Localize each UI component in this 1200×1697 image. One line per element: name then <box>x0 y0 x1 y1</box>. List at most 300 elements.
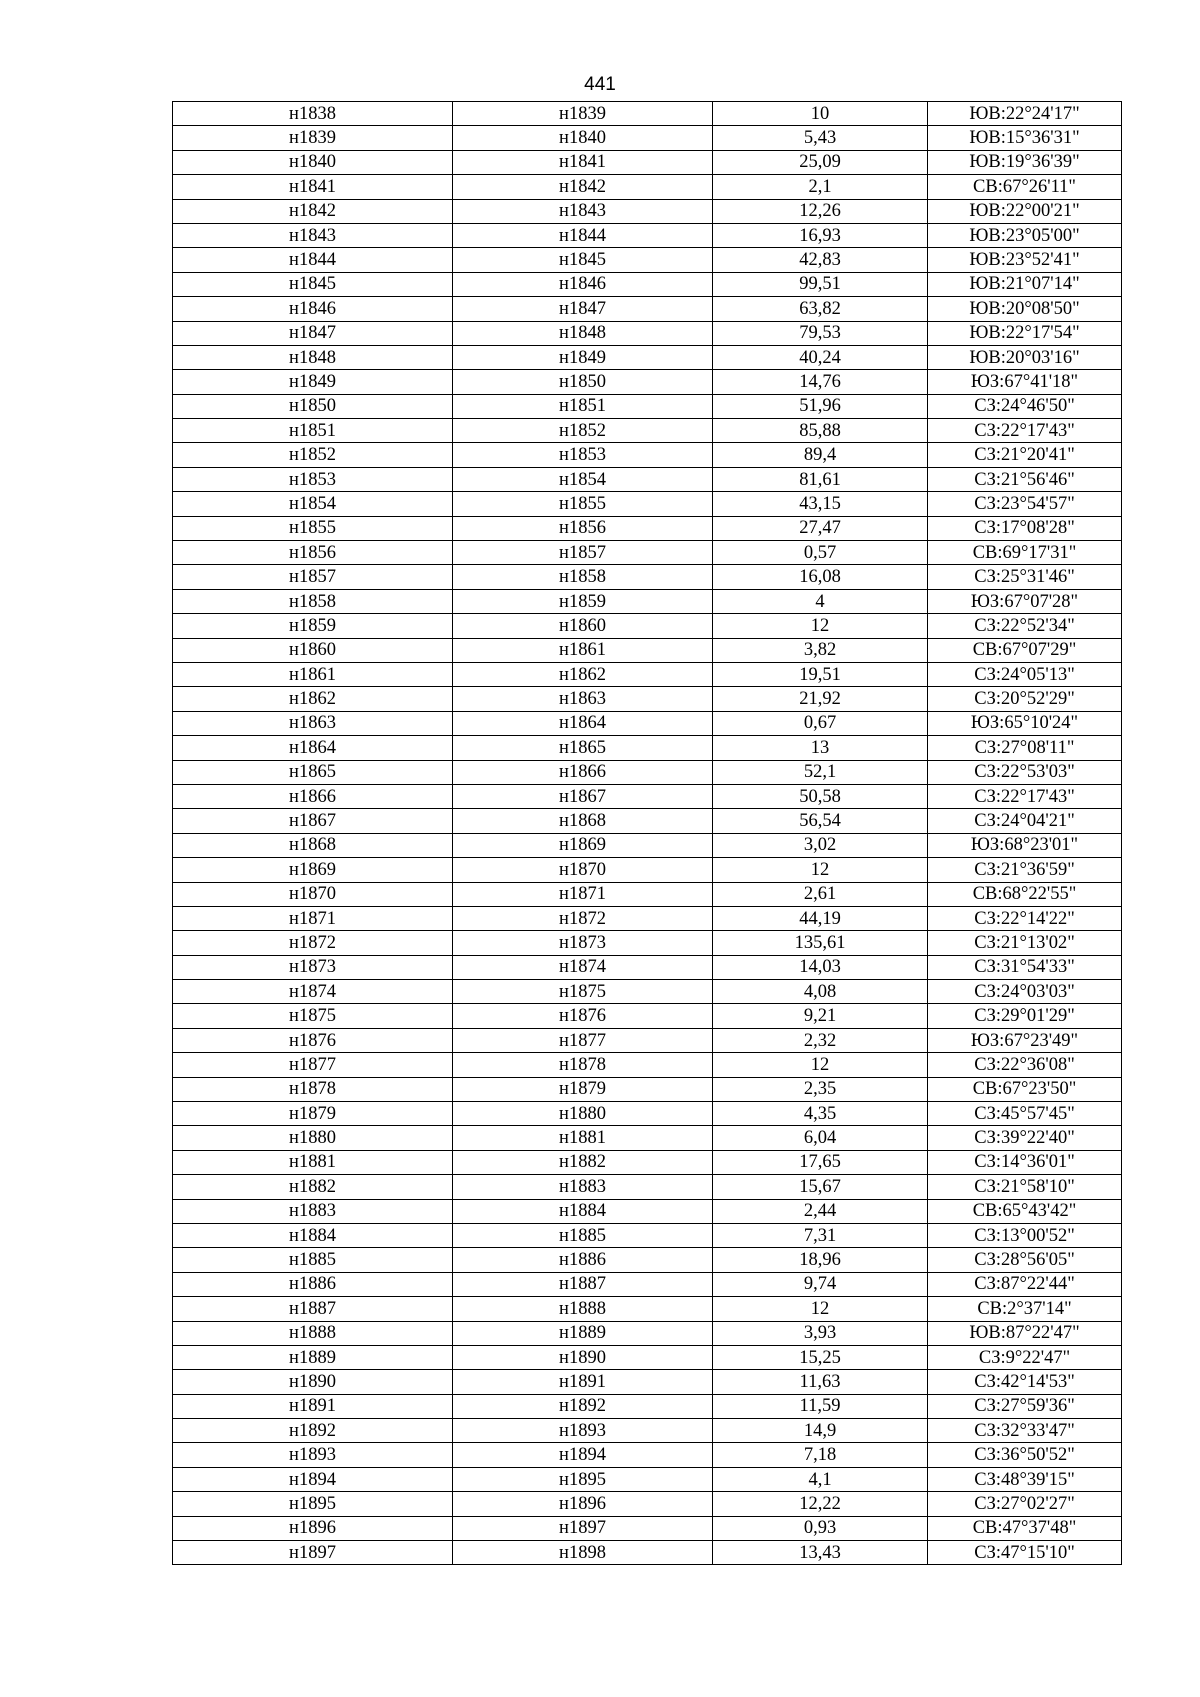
to-point-cell: н1847 <box>453 297 713 321</box>
distance-cell: 18,96 <box>713 1248 928 1272</box>
bearing-cell: СЗ:24°04'21" <box>928 809 1122 833</box>
bearing-cell: СВ:67°26'11" <box>928 175 1122 199</box>
to-point-cell: н1890 <box>453 1345 713 1369</box>
from-point-cell: н1893 <box>173 1443 453 1467</box>
distance-cell: 42,83 <box>713 248 928 272</box>
bearing-cell: СЗ:28°56'05" <box>928 1248 1122 1272</box>
bearing-cell: СВ:47°37'48" <box>928 1516 1122 1540</box>
distance-cell: 50,58 <box>713 784 928 808</box>
bearing-cell: СВ:2°37'14" <box>928 1297 1122 1321</box>
to-point-cell: н1871 <box>453 882 713 906</box>
table-row <box>173 541 1122 565</box>
distance-cell: 99,51 <box>713 272 928 296</box>
bearing-cell: СЗ:24°05'13" <box>928 662 1122 686</box>
from-point-cell: н1842 <box>173 199 453 223</box>
distance-cell: 63,82 <box>713 297 928 321</box>
to-point-cell: н1844 <box>453 223 713 247</box>
table-row <box>173 809 1122 833</box>
to-point-cell: н1896 <box>453 1492 713 1516</box>
to-point-cell: н1888 <box>453 1297 713 1321</box>
table-row <box>173 931 1122 955</box>
to-point-cell: н1867 <box>453 784 713 808</box>
bearing-cell: СЗ:36°50'52" <box>928 1443 1122 1467</box>
table-row <box>173 321 1122 345</box>
distance-cell: 0,93 <box>713 1516 928 1540</box>
from-point-cell: н1846 <box>173 297 453 321</box>
bearing-cell: СВ:67°23'50" <box>928 1077 1122 1101</box>
table-row <box>173 1223 1122 1247</box>
from-point-cell: н1885 <box>173 1248 453 1272</box>
bearing-cell: СЗ:22°14'22" <box>928 906 1122 930</box>
from-point-cell: н1865 <box>173 760 453 784</box>
bearing-cell: СЗ:22°53'03" <box>928 760 1122 784</box>
distance-cell: 14,9 <box>713 1419 928 1443</box>
table-row <box>173 1272 1122 1296</box>
to-point-cell: н1857 <box>453 541 713 565</box>
distance-cell: 12 <box>713 858 928 882</box>
to-point-cell: н1850 <box>453 370 713 394</box>
to-point-cell: н1855 <box>453 492 713 516</box>
distance-cell: 12 <box>713 1053 928 1077</box>
from-point-cell: н1878 <box>173 1077 453 1101</box>
to-point-cell: н1876 <box>453 1004 713 1028</box>
bearing-cell: СЗ:17°08'28" <box>928 516 1122 540</box>
to-point-cell: н1892 <box>453 1394 713 1418</box>
bearing-cell: СЗ:21°36'59" <box>928 858 1122 882</box>
table-row <box>173 175 1122 199</box>
from-point-cell: н1889 <box>173 1345 453 1369</box>
from-point-cell: н1867 <box>173 809 453 833</box>
table-row <box>173 833 1122 857</box>
table-row <box>173 980 1122 1004</box>
bearing-cell: СЗ:14°36'01" <box>928 1150 1122 1174</box>
bearing-cell: СЗ:32°33'47" <box>928 1419 1122 1443</box>
to-point-cell: н1885 <box>453 1223 713 1247</box>
table-row <box>173 736 1122 760</box>
to-point-cell: н1894 <box>453 1443 713 1467</box>
table-row <box>173 1175 1122 1199</box>
from-point-cell: н1841 <box>173 175 453 199</box>
to-point-cell: н1868 <box>453 809 713 833</box>
to-point-cell: н1853 <box>453 443 713 467</box>
distance-cell: 12,26 <box>713 199 928 223</box>
distance-cell: 4,1 <box>713 1467 928 1491</box>
bearing-cell: СЗ:42°14'53" <box>928 1370 1122 1394</box>
table-row <box>173 394 1122 418</box>
bearing-cell: СЗ:21°20'41" <box>928 443 1122 467</box>
to-point-cell: н1889 <box>453 1321 713 1345</box>
table-row <box>173 297 1122 321</box>
from-point-cell: н1879 <box>173 1102 453 1126</box>
distance-cell: 56,54 <box>713 809 928 833</box>
table-row <box>173 1077 1122 1101</box>
table-row <box>173 1541 1122 1565</box>
distance-cell: 52,1 <box>713 760 928 784</box>
table-row <box>173 662 1122 686</box>
distance-cell: 4 <box>713 589 928 613</box>
table-row <box>173 614 1122 638</box>
distance-cell: 4,35 <box>713 1102 928 1126</box>
table-row <box>173 1199 1122 1223</box>
distance-cell: 51,96 <box>713 394 928 418</box>
to-point-cell: н1851 <box>453 394 713 418</box>
table-row <box>173 687 1122 711</box>
from-point-cell: н1873 <box>173 955 453 979</box>
table-row <box>173 516 1122 540</box>
from-point-cell: н1863 <box>173 711 453 735</box>
distance-cell: 0,57 <box>713 541 928 565</box>
bearing-cell: ЮЗ:68°23'01" <box>928 833 1122 857</box>
table-row <box>173 1467 1122 1491</box>
from-point-cell: н1838 <box>173 102 453 126</box>
table-row <box>173 858 1122 882</box>
from-point-cell: н1895 <box>173 1492 453 1516</box>
table-row <box>173 1102 1122 1126</box>
distance-cell: 12,22 <box>713 1492 928 1516</box>
to-point-cell: н1886 <box>453 1248 713 1272</box>
distance-cell: 3,82 <box>713 638 928 662</box>
from-point-cell: н1880 <box>173 1126 453 1150</box>
from-point-cell: н1856 <box>173 541 453 565</box>
bearing-cell: ЮВ:20°03'16" <box>928 345 1122 369</box>
from-point-cell: н1853 <box>173 467 453 491</box>
to-point-cell: н1873 <box>453 931 713 955</box>
bearing-cell: СЗ:39°22'40" <box>928 1126 1122 1150</box>
bearing-cell: СЗ:48°39'15" <box>928 1467 1122 1491</box>
table-row <box>173 1248 1122 1272</box>
distance-cell: 79,53 <box>713 321 928 345</box>
distance-cell: 3,93 <box>713 1321 928 1345</box>
from-point-cell: н1839 <box>173 126 453 150</box>
to-point-cell: н1839 <box>453 102 713 126</box>
bearing-cell: СЗ:87°22'44" <box>928 1272 1122 1296</box>
bearing-cell: ЮЗ:67°07'28" <box>928 589 1122 613</box>
to-point-cell: н1841 <box>453 150 713 174</box>
to-point-cell: н1862 <box>453 662 713 686</box>
boundary-points-table <box>172 101 1122 1565</box>
to-point-cell: н1874 <box>453 955 713 979</box>
from-point-cell: н1884 <box>173 1223 453 1247</box>
to-point-cell: н1880 <box>453 1102 713 1126</box>
distance-cell: 89,4 <box>713 443 928 467</box>
table-row <box>173 492 1122 516</box>
distance-cell: 85,88 <box>713 419 928 443</box>
table-row <box>173 589 1122 613</box>
bearing-cell: СЗ:45°57'45" <box>928 1102 1122 1126</box>
to-point-cell: н1869 <box>453 833 713 857</box>
bearing-cell: СЗ:27°59'36" <box>928 1394 1122 1418</box>
table-row <box>173 1419 1122 1443</box>
table-row <box>173 1443 1122 1467</box>
from-point-cell: н1866 <box>173 784 453 808</box>
bearing-cell: ЮВ:22°24'17" <box>928 102 1122 126</box>
bearing-cell: ЮВ:23°05'00" <box>928 223 1122 247</box>
from-point-cell: н1854 <box>173 492 453 516</box>
table-row <box>173 711 1122 735</box>
to-point-cell: н1852 <box>453 419 713 443</box>
bearing-cell: СЗ:24°03'03" <box>928 980 1122 1004</box>
from-point-cell: н1857 <box>173 565 453 589</box>
to-point-cell: н1846 <box>453 272 713 296</box>
bearing-cell: СЗ:23°54'57" <box>928 492 1122 516</box>
distance-cell: 12 <box>713 1297 928 1321</box>
to-point-cell: н1897 <box>453 1516 713 1540</box>
bearing-cell: ЮВ:19°36'39" <box>928 150 1122 174</box>
from-point-cell: н1887 <box>173 1297 453 1321</box>
distance-cell: 4,08 <box>713 980 928 1004</box>
table-row <box>173 199 1122 223</box>
table-row <box>173 565 1122 589</box>
bearing-cell: СВ:69°17'31" <box>928 541 1122 565</box>
from-point-cell: н1852 <box>173 443 453 467</box>
table-row <box>173 419 1122 443</box>
bearing-cell: СЗ:22°52'34" <box>928 614 1122 638</box>
from-point-cell: н1848 <box>173 345 453 369</box>
distance-cell: 81,61 <box>713 467 928 491</box>
distance-cell: 14,03 <box>713 955 928 979</box>
distance-cell: 21,92 <box>713 687 928 711</box>
bearing-cell: ЮЗ:67°41'18" <box>928 370 1122 394</box>
distance-cell: 15,67 <box>713 1175 928 1199</box>
table-body <box>173 102 1122 1565</box>
to-point-cell: н1854 <box>453 467 713 491</box>
bearing-cell: СЗ:25°31'46" <box>928 565 1122 589</box>
to-point-cell: н1859 <box>453 589 713 613</box>
from-point-cell: н1840 <box>173 150 453 174</box>
table-row <box>173 1297 1122 1321</box>
bearing-cell: ЮВ:22°00'21" <box>928 199 1122 223</box>
to-point-cell: н1866 <box>453 760 713 784</box>
distance-cell: 15,25 <box>713 1345 928 1369</box>
bearing-cell: СЗ:9°22'47" <box>928 1345 1122 1369</box>
from-point-cell: н1876 <box>173 1028 453 1052</box>
table-row <box>173 150 1122 174</box>
from-point-cell: н1844 <box>173 248 453 272</box>
bearing-cell: ЮВ:22°17'54" <box>928 321 1122 345</box>
from-point-cell: н1849 <box>173 370 453 394</box>
from-point-cell: н1851 <box>173 419 453 443</box>
to-point-cell: н1848 <box>453 321 713 345</box>
from-point-cell: н1891 <box>173 1394 453 1418</box>
to-point-cell: н1893 <box>453 1419 713 1443</box>
distance-cell: 17,65 <box>713 1150 928 1174</box>
table-row <box>173 102 1122 126</box>
to-point-cell: н1872 <box>453 906 713 930</box>
distance-cell: 2,61 <box>713 882 928 906</box>
to-point-cell: н1856 <box>453 516 713 540</box>
to-point-cell: н1875 <box>453 980 713 1004</box>
distance-cell: 11,63 <box>713 1370 928 1394</box>
from-point-cell: н1850 <box>173 394 453 418</box>
bearing-cell: ЮЗ:65°10'24" <box>928 711 1122 735</box>
distance-cell: 43,15 <box>713 492 928 516</box>
from-point-cell: н1897 <box>173 1541 453 1565</box>
table-row <box>173 955 1122 979</box>
distance-cell: 6,04 <box>713 1126 928 1150</box>
table-row <box>173 248 1122 272</box>
from-point-cell: н1890 <box>173 1370 453 1394</box>
bearing-cell: ЮВ:21°07'14" <box>928 272 1122 296</box>
from-point-cell: н1869 <box>173 858 453 882</box>
table-row <box>173 1345 1122 1369</box>
to-point-cell: н1861 <box>453 638 713 662</box>
to-point-cell: н1883 <box>453 1175 713 1199</box>
from-point-cell: н1855 <box>173 516 453 540</box>
distance-cell: 16,93 <box>713 223 928 247</box>
to-point-cell: н1895 <box>453 1467 713 1491</box>
from-point-cell: н1871 <box>173 906 453 930</box>
to-point-cell: н1881 <box>453 1126 713 1150</box>
to-point-cell: н1842 <box>453 175 713 199</box>
bearing-cell: СЗ:29°01'29" <box>928 1004 1122 1028</box>
bearing-cell: СЗ:22°17'43" <box>928 419 1122 443</box>
distance-cell: 16,08 <box>713 565 928 589</box>
table-row <box>173 784 1122 808</box>
from-point-cell: н1894 <box>173 1467 453 1491</box>
table-row <box>173 1053 1122 1077</box>
bearing-cell: СВ:68°22'55" <box>928 882 1122 906</box>
table-row <box>173 126 1122 150</box>
to-point-cell: н1887 <box>453 1272 713 1296</box>
table-row <box>173 638 1122 662</box>
from-point-cell: н1883 <box>173 1199 453 1223</box>
bearing-cell: СЗ:24°46'50" <box>928 394 1122 418</box>
to-point-cell: н1843 <box>453 199 713 223</box>
from-point-cell: н1872 <box>173 931 453 955</box>
from-point-cell: н1877 <box>173 1053 453 1077</box>
distance-cell: 13,43 <box>713 1541 928 1565</box>
bearing-cell: ЮВ:87°22'47" <box>928 1321 1122 1345</box>
bearing-cell: СЗ:21°58'10" <box>928 1175 1122 1199</box>
to-point-cell: н1882 <box>453 1150 713 1174</box>
distance-cell: 3,02 <box>713 833 928 857</box>
table-row <box>173 1150 1122 1174</box>
table-row <box>173 760 1122 784</box>
to-point-cell: н1884 <box>453 1199 713 1223</box>
table-row <box>173 906 1122 930</box>
table-row <box>173 1321 1122 1345</box>
to-point-cell: н1891 <box>453 1370 713 1394</box>
to-point-cell: н1860 <box>453 614 713 638</box>
distance-cell: 10 <box>713 102 928 126</box>
table-row <box>173 882 1122 906</box>
from-point-cell: н1858 <box>173 589 453 613</box>
bearing-cell: ЮВ:15°36'31" <box>928 126 1122 150</box>
table-row <box>173 370 1122 394</box>
from-point-cell: н1874 <box>173 980 453 1004</box>
from-point-cell: н1859 <box>173 614 453 638</box>
bearing-cell: СЗ:22°36'08" <box>928 1053 1122 1077</box>
from-point-cell: н1896 <box>173 1516 453 1540</box>
to-point-cell: н1879 <box>453 1077 713 1101</box>
table-row <box>173 223 1122 247</box>
from-point-cell: н1868 <box>173 833 453 857</box>
to-point-cell: н1845 <box>453 248 713 272</box>
distance-cell: 135,61 <box>713 931 928 955</box>
to-point-cell: н1840 <box>453 126 713 150</box>
distance-cell: 27,47 <box>713 516 928 540</box>
bearing-cell: ЮВ:23°52'41" <box>928 248 1122 272</box>
from-point-cell: н1861 <box>173 662 453 686</box>
to-point-cell: н1870 <box>453 858 713 882</box>
table-row <box>173 1492 1122 1516</box>
to-point-cell: н1849 <box>453 345 713 369</box>
distance-cell: 0,67 <box>713 711 928 735</box>
distance-cell: 9,21 <box>713 1004 928 1028</box>
table-row <box>173 467 1122 491</box>
bearing-cell: СЗ:21°56'46" <box>928 467 1122 491</box>
from-point-cell: н1845 <box>173 272 453 296</box>
distance-cell: 7,18 <box>713 1443 928 1467</box>
bearing-cell: СЗ:21°13'02" <box>928 931 1122 955</box>
bearing-cell: СЗ:27°08'11" <box>928 736 1122 760</box>
from-point-cell: н1875 <box>173 1004 453 1028</box>
distance-cell: 2,35 <box>713 1077 928 1101</box>
table-row <box>173 272 1122 296</box>
bearing-cell: СЗ:31°54'33" <box>928 955 1122 979</box>
table-row <box>173 1126 1122 1150</box>
to-point-cell: н1898 <box>453 1541 713 1565</box>
bearing-cell: ЮВ:20°08'50" <box>928 297 1122 321</box>
distance-cell: 7,31 <box>713 1223 928 1247</box>
distance-cell: 9,74 <box>713 1272 928 1296</box>
to-point-cell: н1864 <box>453 711 713 735</box>
from-point-cell: н1862 <box>173 687 453 711</box>
from-point-cell: н1886 <box>173 1272 453 1296</box>
from-point-cell: н1864 <box>173 736 453 760</box>
to-point-cell: н1858 <box>453 565 713 589</box>
distance-cell: 5,43 <box>713 126 928 150</box>
table-row <box>173 1370 1122 1394</box>
distance-cell: 13 <box>713 736 928 760</box>
to-point-cell: н1865 <box>453 736 713 760</box>
bearing-cell: СЗ:27°02'27" <box>928 1492 1122 1516</box>
table-row <box>173 1394 1122 1418</box>
from-point-cell: н1892 <box>173 1419 453 1443</box>
from-point-cell: н1860 <box>173 638 453 662</box>
from-point-cell: н1843 <box>173 223 453 247</box>
from-point-cell: н1888 <box>173 1321 453 1345</box>
from-point-cell: н1882 <box>173 1175 453 1199</box>
to-point-cell: н1877 <box>453 1028 713 1052</box>
distance-cell: 2,44 <box>713 1199 928 1223</box>
from-point-cell: н1870 <box>173 882 453 906</box>
bearing-cell: СЗ:47°15'10" <box>928 1541 1122 1565</box>
table-row <box>173 1028 1122 1052</box>
bearing-cell: СЗ:20°52'29" <box>928 687 1122 711</box>
distance-cell: 25,09 <box>713 150 928 174</box>
distance-cell: 2,32 <box>713 1028 928 1052</box>
distance-cell: 12 <box>713 614 928 638</box>
table-row <box>173 443 1122 467</box>
table-row <box>173 1516 1122 1540</box>
table-row <box>173 1004 1122 1028</box>
to-point-cell: н1878 <box>453 1053 713 1077</box>
bearing-cell: СВ:67°07'29" <box>928 638 1122 662</box>
table-row <box>173 345 1122 369</box>
distance-cell: 11,59 <box>713 1394 928 1418</box>
distance-cell: 40,24 <box>713 345 928 369</box>
page-number: 441 <box>584 74 616 95</box>
distance-cell: 14,76 <box>713 370 928 394</box>
bearing-cell: СЗ:13°00'52" <box>928 1223 1122 1247</box>
distance-cell: 44,19 <box>713 906 928 930</box>
bearing-cell: ЮЗ:67°23'49" <box>928 1028 1122 1052</box>
bearing-cell: СЗ:22°17'43" <box>928 784 1122 808</box>
to-point-cell: н1863 <box>453 687 713 711</box>
distance-cell: 19,51 <box>713 662 928 686</box>
distance-cell: 2,1 <box>713 175 928 199</box>
